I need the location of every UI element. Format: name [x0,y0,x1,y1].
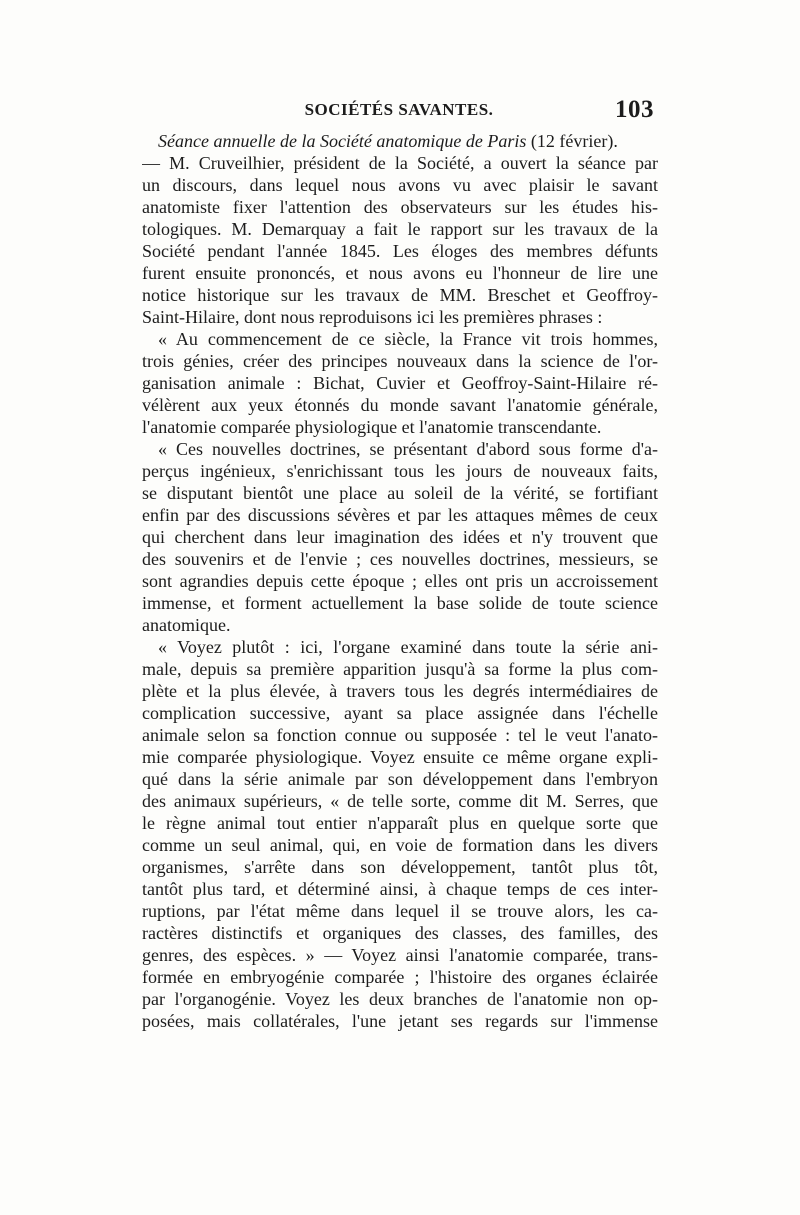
text-line: « Ces nouvelles doctrines, se présentant d'abord sous forme d'a- [158,439,658,459]
text-line: comme un seul animal, qui, en voie de formation dans les divers [142,835,658,855]
text-line [142,130,658,152]
section-heading-date: (12 février). [526,131,618,151]
text-line: anatomiste fixer l'attention des observateurs sur les études his- [142,197,658,217]
text-line: sont agrandies depuis cette époque ; elles ont pris un accroissement [142,571,658,591]
text-line: tologiques. M. Demarquay a fait le rapport sur les travaux de la [142,219,658,239]
text-line: ganisation animale : Bichat, Cuvier et Geoffroy-Saint-Hilaire ré- [142,373,658,393]
text-line: complication successive, ayant sa place assignée dans l'échelle [142,703,658,723]
text-line: anatomique. [142,615,231,635]
text-line: plète et la plus élevée, à travers tous les degrés intermédiaires de [142,681,658,701]
text-line: par l'organogénie. Voyez les deux branches de l'anatomie non op- [142,989,658,1009]
text-line: male, depuis sa première apparition jusqu'à sa forme la plus com- [142,659,658,679]
text-line: furent ensuite prononcés, et nous avons eu l'honneur de lire une [142,263,658,283]
text-line: mie comparée physiologique. Voyez ensuite ce même organe expli- [142,747,658,767]
running-title: SOCIÉTÉS SAVANTES. [304,100,494,119]
text-line: un discours, dans lequel nous avons vu avec plaisir le savant [142,175,658,195]
body-text [142,130,658,1032]
text-line: trois génies, créer des principes nouveaux dans la science de l'or- [142,351,658,371]
text-line: immense, et forment actuellement la base solide de toute science [142,593,658,613]
text-line: genres, des espèces. » — Voyez ainsi l'anatomie comparée, trans- [142,945,658,965]
text-line: « Au commencement de ce siècle, la France vit trois hommes, [158,329,658,349]
text-line: qué dans la série animale par son développement dans l'embryon [142,769,658,789]
text-line: ruptions, par l'état même dans lequel il se trouve alors, les ca- [142,901,658,921]
text-line: le règne animal tout entier n'apparaît plus en quelque sorte que [142,813,658,833]
text-line: organismes, s'arrête dans son développement, tantôt plus tôt, [142,857,658,877]
text-line: vélèrent aux yeux étonnés du monde savant l'anatomie générale, [142,395,658,415]
text-line: animale selon sa fonction connue ou supposée : tel le veut l'anato- [142,725,658,745]
text-line: des animaux supérieurs, « de telle sorte, comme dit M. Serres, que [142,791,658,811]
section-heading-italic: Séance annuelle de la Société anatomique de Paris [158,131,527,151]
text-line: tantôt plus tard, et déterminé ainsi, à chaque temps de ces inter- [142,879,658,899]
text-line: posées, mais collatérales, l'une jetant ses regards sur l'immense [142,1011,658,1031]
text-line: se disputant bientôt une place au soleil de la vérité, se fortifiant [142,483,658,503]
text-line: enfin par des discussions sévères et par les attaques mêmes de ceux [142,505,658,525]
text-line: formée en embryogénie comparée ; l'histoire des organes éclairée [142,967,658,987]
text-line: des souvenirs et de l'envie ; ces nouvelles doctrines, messieurs, se [142,549,658,569]
text-line: qui cherchent dans leur imagination des idées et n'y trouvent que [142,527,658,547]
page-number: 103 [615,96,654,123]
text-line: ractères distinctifs et organiques des classes, des familles, des [142,923,658,943]
text-line: perçus ingénieux, s'enrichissant tous les jours de nouveaux faits, [142,461,658,481]
text-line: notice historique sur les travaux de MM. Breschet et Geoffroy- [142,285,658,305]
text-line: « Voyez plutôt : ici, l'organe examiné dans toute la série ani- [158,637,658,657]
text-line: Saint-Hilaire, dont nous reproduisons ici les premières phrases : [142,307,603,327]
text-line: — M. Cruveilhier, président de la Société, a ouvert la séance par [142,153,658,173]
running-header [142,96,656,126]
text-line: Société pendant l'année 1845. Les éloges des membres défunts [142,241,658,261]
text-line: l'anatomie comparée physiologique et l'anatomie transcendante. [142,417,602,437]
